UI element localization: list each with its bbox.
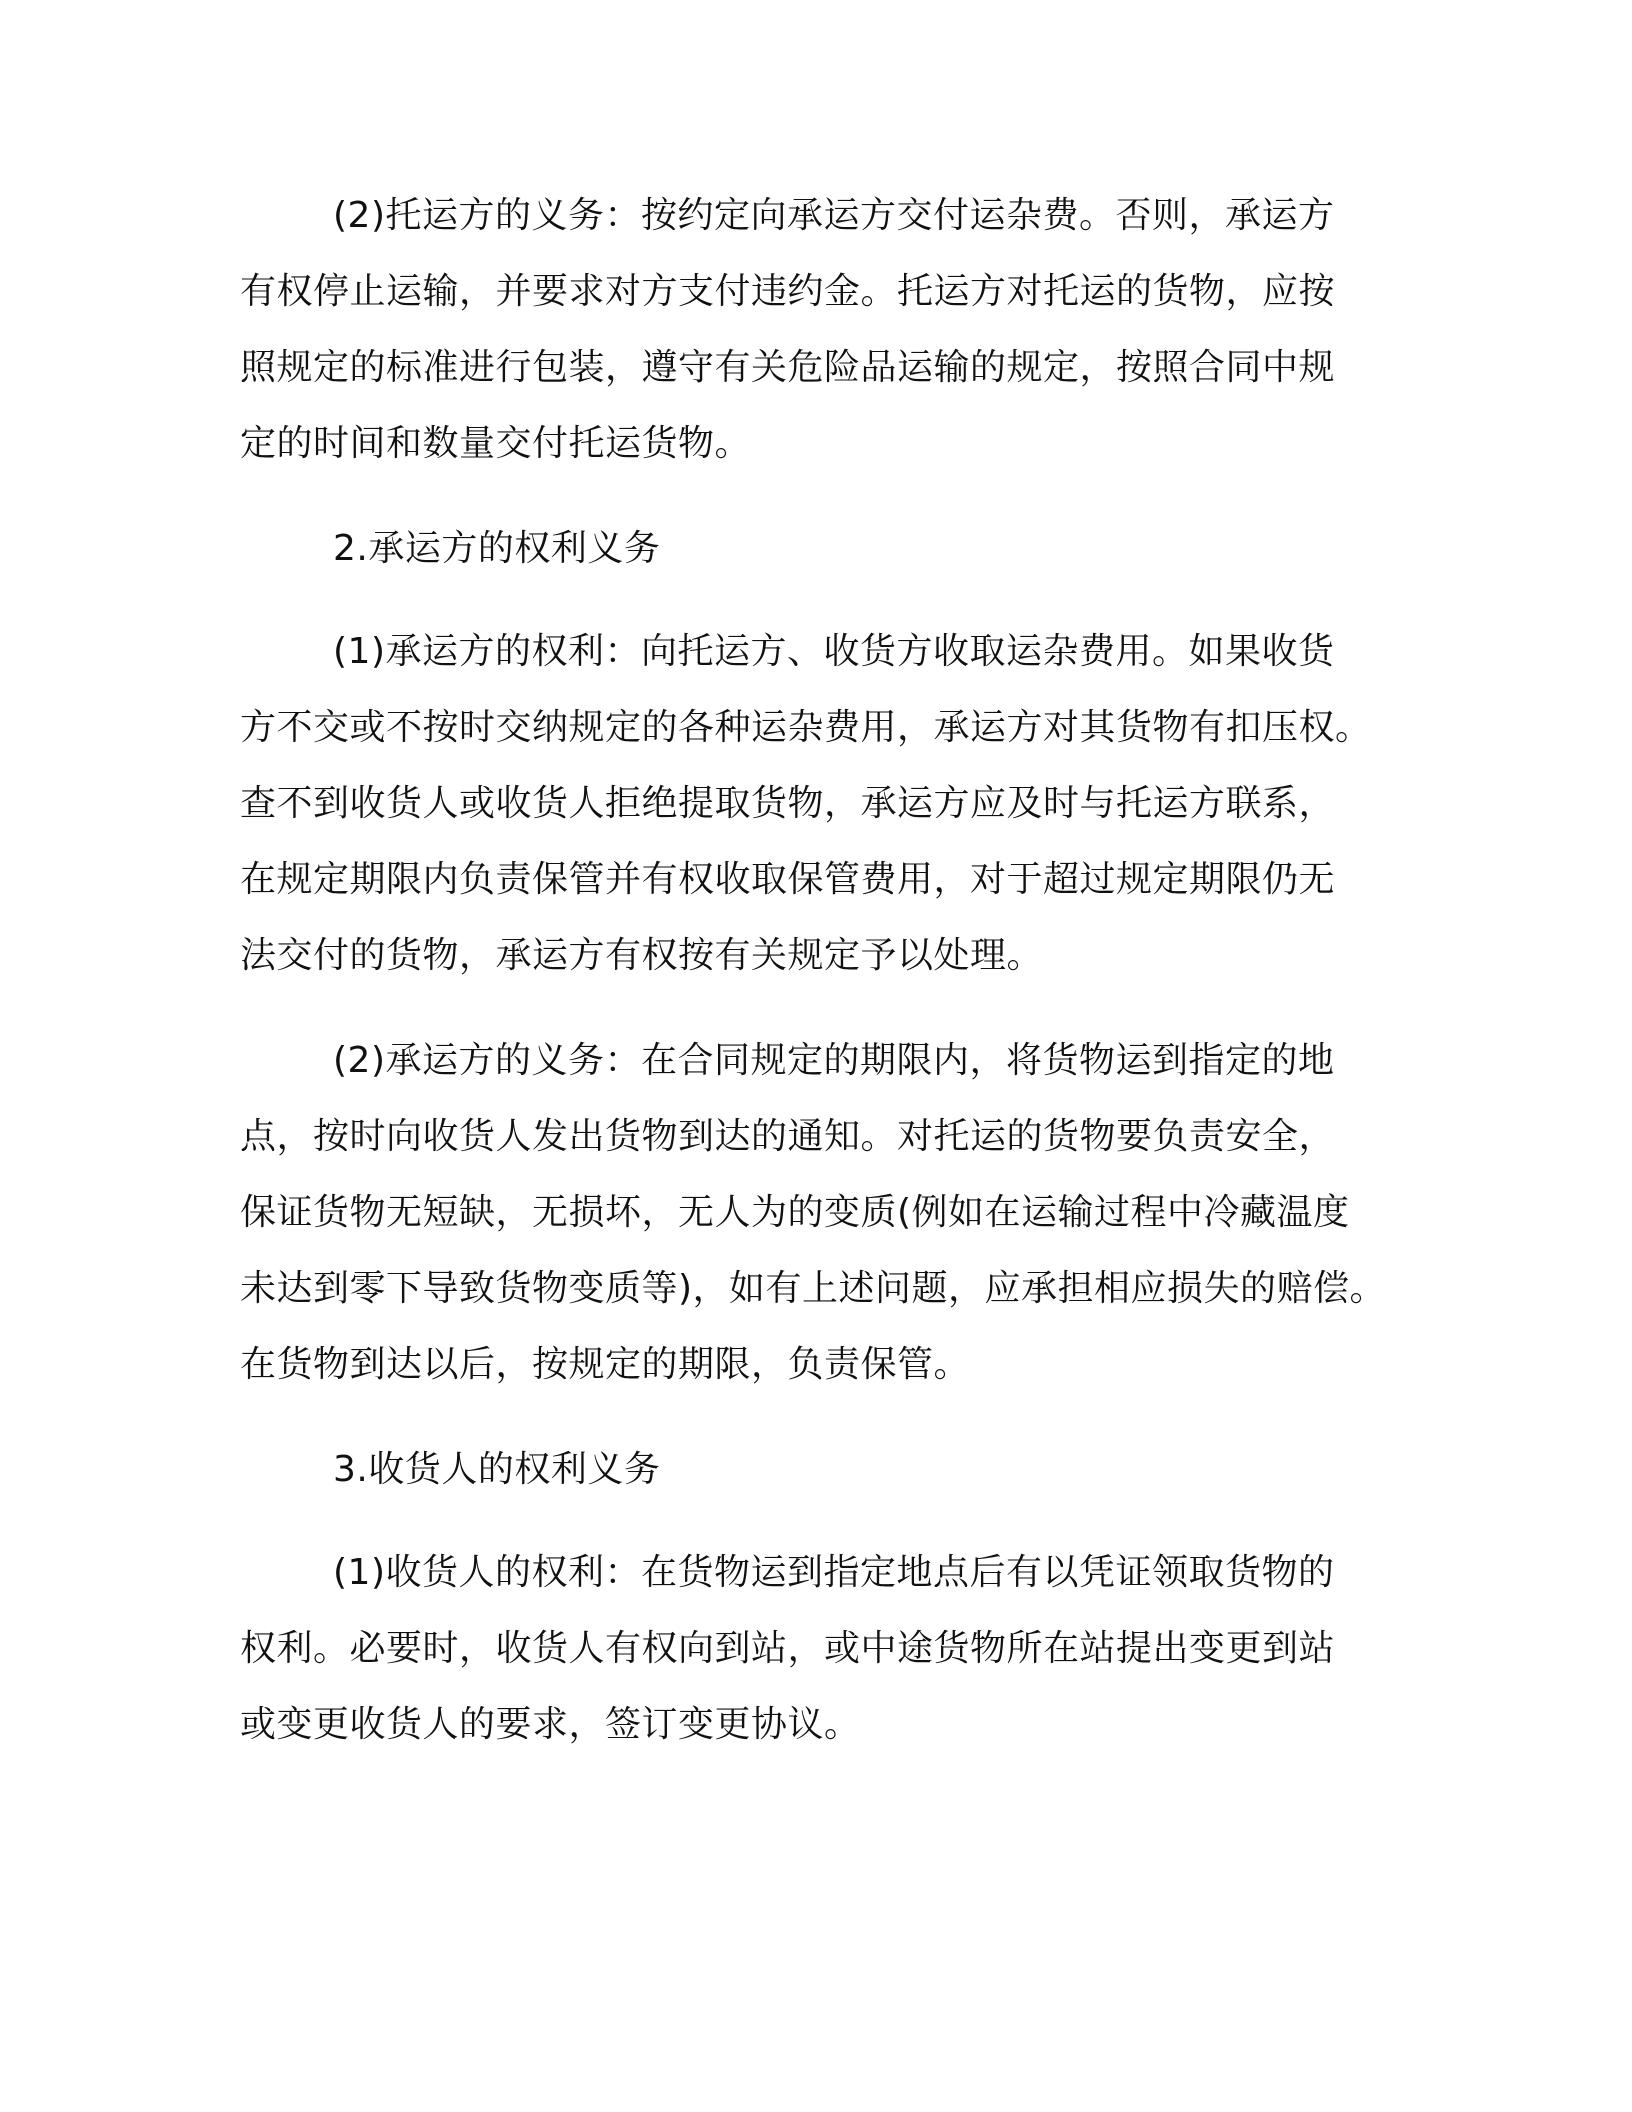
- text-line: 权利。必要时，收货人有权向到站，或中途货物所在站提出变更到站: [240, 1628, 1336, 1669]
- text-line: (2)承运方的义务：在合同规定的期限内，将货物运到指定的地: [333, 1040, 1335, 1081]
- text-line: 法交付的货物，承运方有权按有关规定予以处理。: [240, 935, 1044, 976]
- text-line: 未达到零下导致货物变质等)，如有上述问题，应承担相应损失的赔偿。: [240, 1268, 1387, 1309]
- text-line: 照规定的标准进行包装，遵守有关危险品运输的规定，按照合同中规: [240, 347, 1336, 388]
- text-line: 保证货物无短缺，无损坏，无人为的变质(例如在运输过程中冷藏温度: [240, 1192, 1350, 1233]
- text-line: 查不到收货人或收货人拒绝提取货物，承运方应及时与托运方联系，: [240, 783, 1336, 824]
- section-heading: 2.承运方的权利义务: [333, 528, 661, 569]
- text-line: (1)收货人的权利：在货物运到指定地点后有以凭证领取货物的: [333, 1552, 1335, 1593]
- text-line: 在货物到达以后，按规定的期限，负责保管。: [240, 1344, 971, 1385]
- section-heading: 3.收货人的权利义务: [333, 1449, 661, 1490]
- text-line: (1)承运方的权利：向托运方、收货方收取运杂费用。如果收货: [333, 631, 1335, 672]
- text-line: 点，按时向收货人发出货物到达的通知。对托运的货物要负责安全，: [240, 1116, 1336, 1157]
- text-line: (2)托运方的义务：按约定向承运方交付运杂费。否则，承运方: [333, 195, 1335, 236]
- text-line: 定的时间和数量交付托运货物。: [240, 423, 752, 464]
- text-line: 或变更收货人的要求，签订变更协议。: [240, 1704, 861, 1745]
- text-line: 方不交或不按时交纳规定的各种运杂费用，承运方对其货物有扣压权。: [240, 707, 1372, 748]
- text-line: 在规定期限内负责保管并有权收取保管费用，对于超过规定期限仍无: [240, 859, 1336, 900]
- text-line: 有权停止运输，并要求对方支付违约金。托运方对托运的货物，应按: [240, 271, 1336, 312]
